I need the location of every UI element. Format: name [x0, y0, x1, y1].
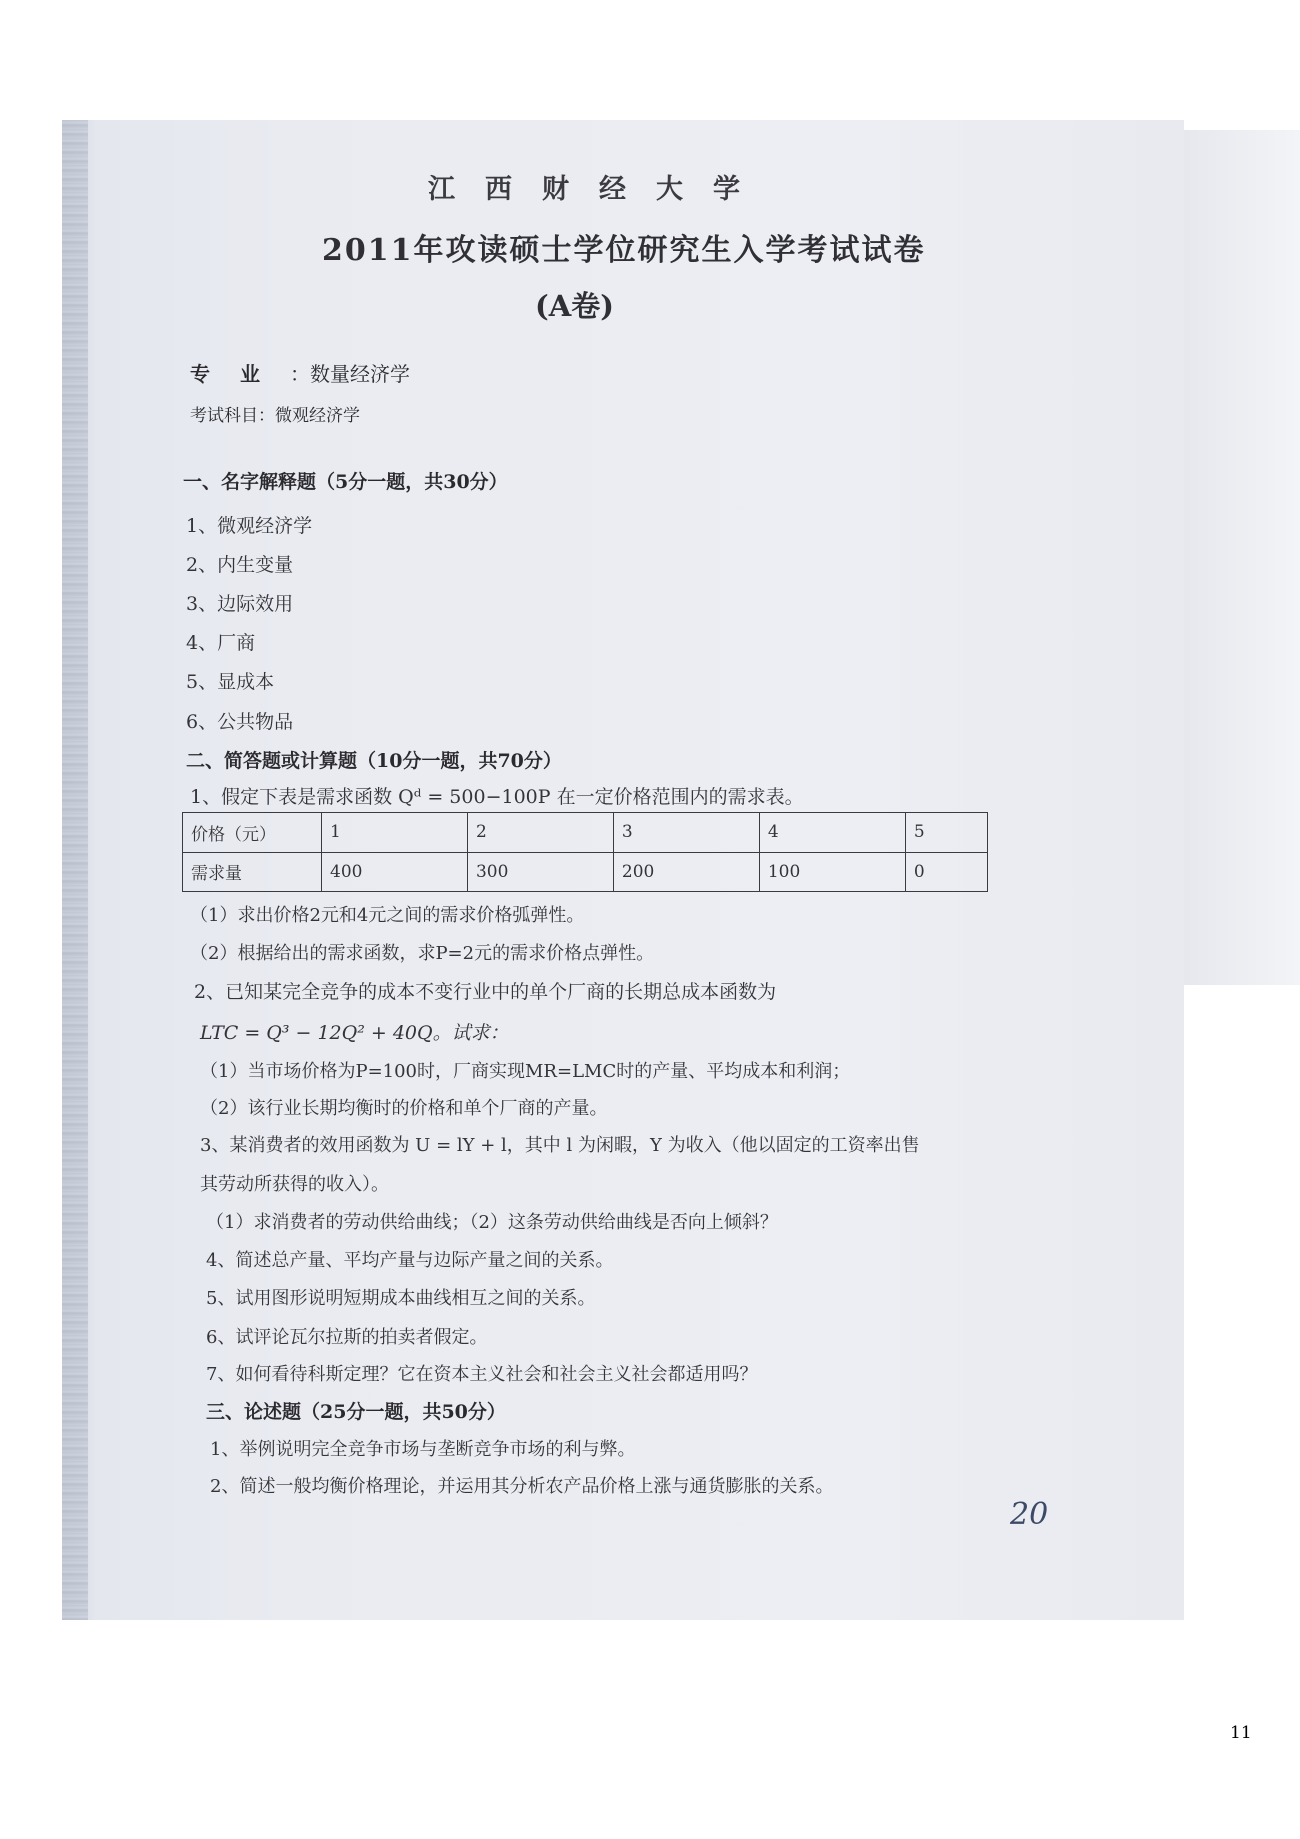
exam-title: 2011年攻读硕士学位研究生入学考试试卷: [322, 233, 926, 268]
table-cell: 400: [322, 852, 468, 892]
table-cell: 5: [905, 813, 987, 853]
table-cell: 需求量: [183, 852, 322, 892]
binding-edge: [62, 120, 88, 1620]
question-2-5: 5、试用图形说明短期成本曲线相互之间的关系。: [206, 1288, 596, 1309]
university-name: 江西财经大学: [428, 174, 770, 205]
section-1-item: 6、公共物品: [186, 711, 294, 733]
section-3-item: 2、简述一般均衡价格理论，并运用其分析农产品价格上涨与通货膨胀的关系。: [210, 1476, 834, 1497]
subject-value: 微观经济学: [275, 406, 360, 426]
question-2-2-sub1: （1）当市场价格为P=100时，厂商实现MR=LMC时的产量、平均成本和利润；: [200, 1061, 851, 1082]
table-cell: 100: [759, 852, 905, 892]
page-number: 11: [1230, 1723, 1252, 1743]
section-1-item: 5、显成本: [186, 671, 275, 693]
question-2-1-sub1: （1）求出价格2元和4元之间的需求价格弧弹性。: [190, 905, 585, 926]
table-cell: 1: [322, 813, 468, 853]
subject-line: [190, 408, 360, 425]
major-line: [190, 364, 410, 384]
section-1-item: 4、厂商: [186, 632, 256, 654]
question-2-2-sub2: （2）该行业长期均衡时的价格和单个厂商的产量。: [200, 1098, 608, 1119]
section-1-item: 1、微观经济学: [186, 515, 313, 537]
section-1-item: 2、内生变量: [186, 554, 294, 576]
table-cell: 0: [905, 852, 987, 892]
table-cell: 300: [467, 852, 613, 892]
question-2-2-text: 2、已知某完全竞争的成本不变行业中的单个厂商的长期总成本函数为: [194, 981, 777, 1003]
demand-table: [182, 812, 988, 892]
question-2-6: 6、试评论瓦尔拉斯的拍卖者假定。: [206, 1327, 488, 1348]
handwritten-score: 20: [1010, 1497, 1049, 1532]
table-cell: 4: [759, 813, 905, 853]
question-2-3-sub: （1）求消费者的劳动供给曲线；（2）这条劳动供给曲线是否向上倾斜？: [206, 1212, 778, 1233]
table-cell: 价格（元）: [183, 813, 322, 853]
section-2-title: 二、简答题或计算题（10分一题，共70分）: [186, 750, 562, 772]
question-2-4: 4、简述总产量、平均产量与边际产量之间的关系。: [206, 1250, 614, 1271]
question-2-3-line1: 3、某消费者的效用函数为 U = lY + l，其中 l 为闲暇，Y 为收入（他以固定的工资率出售: [200, 1135, 920, 1156]
table-cell: 200: [613, 852, 759, 892]
subject-label: 考试科目：: [190, 406, 275, 426]
table-cell: 3: [613, 813, 759, 853]
section-3-item: 1、举例说明完全竞争市场与垄断竞争市场的利与弊。: [210, 1439, 636, 1460]
question-2-1-text: 1、假定下表是需求函数 Qᵈ = 500−100P 在一定价格范围内的需求表。: [190, 786, 804, 808]
table-cell: 2: [467, 813, 613, 853]
section-1-item: 3、边际效用: [186, 593, 294, 615]
table-row: [183, 813, 988, 853]
table-row: [183, 852, 988, 892]
question-2-3-line2: 其劳动所获得的收入）。: [200, 1174, 389, 1195]
question-2-2-formula: LTC = Q³ − 12Q² + 40Q。试求：: [200, 1022, 509, 1044]
paper-tab-edge: [1184, 130, 1300, 985]
section-3-title: 三、论述题（25分一题，共50分）: [206, 1401, 506, 1423]
major-value: ：数量经济学: [290, 362, 410, 386]
question-2-1-sub2: （2）根据给出的需求函数，求P=2元的需求价格点弹性。: [190, 943, 655, 964]
section-1-title: 一、名字解释题（5分一题，共30分）: [183, 471, 508, 493]
volume-label: (A卷): [535, 289, 614, 323]
major-label: 专业: [190, 362, 290, 386]
question-2-7: 7、如何看待科斯定理？它在资本主义社会和社会主义社会都适用吗？: [206, 1364, 758, 1385]
